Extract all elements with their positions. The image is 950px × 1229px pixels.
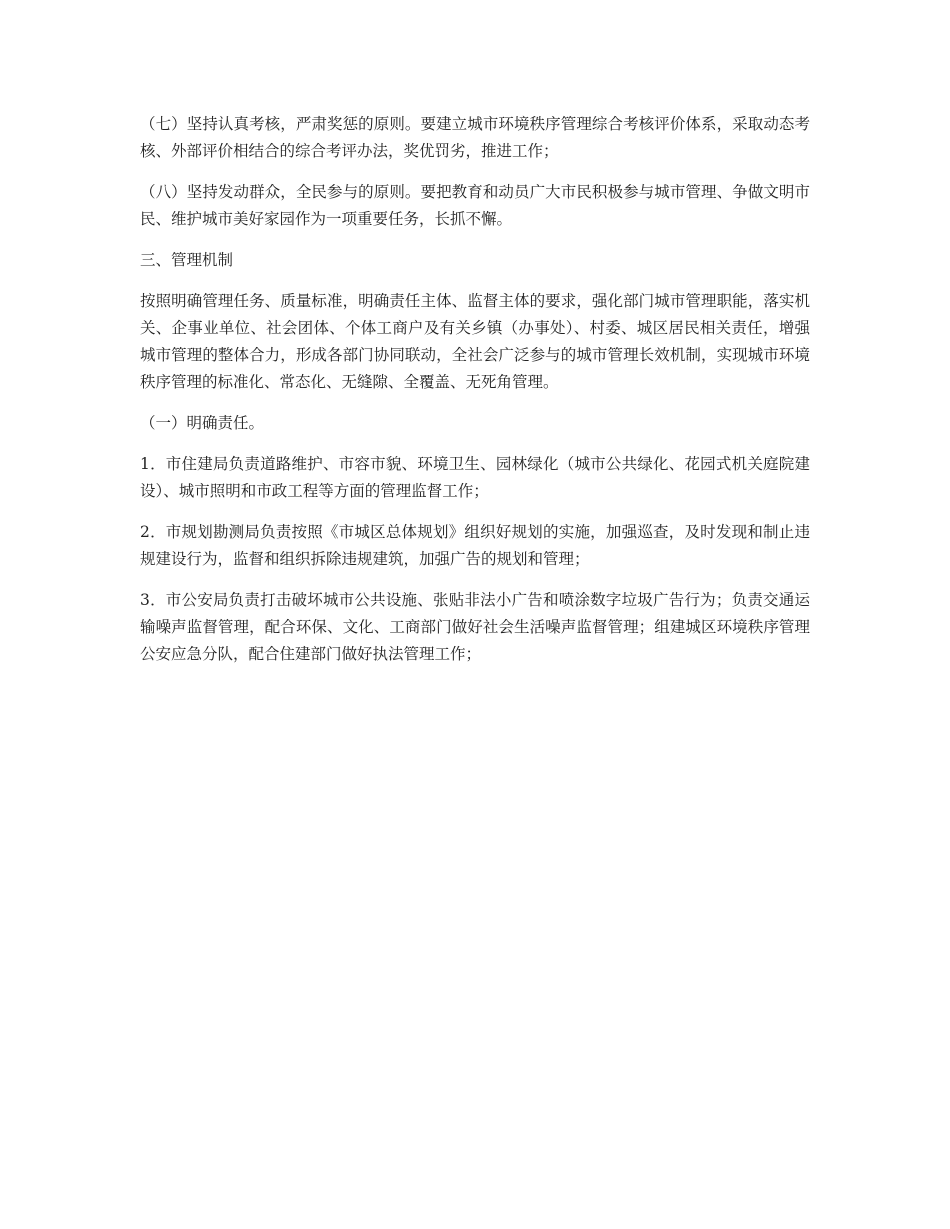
- list-item-planning-bureau: 2．市规划勘测局负责按照《市城区总体规划》组织好规划的实施，加强巡查，及时发现和制止违规建设行为，监督和组织拆除违规建筑，加强广告的规划和管理；: [140, 523, 810, 568]
- subsection-heading-clarify-responsibility: （一）明确责任。: [140, 414, 265, 432]
- paragraph-principle-7: （七）坚持认真考核，严肃奖惩的原则。要建立城市环境秩序管理综合考核评价体系，采取动态考核、外部评价相结合的综合考评办法，奖优罚劣，推进工作；: [140, 115, 810, 160]
- paragraph-mechanism-overview: 按照明确管理任务、质量标准，明确责任主体、监督主体的要求，强化部门城市管理职能，落实机关、企事业单位、社会团体、个体工商户及有关乡镇（办事处）、村委、城区居民相关责任，增强城市管理的整体合力，形成各部门协同联动，全社会广泛参与的城市管理长效机制，实现城市环境秩序管理的标准化、常态化、无缝隙、全覆盖、无死角管理。: [140, 292, 810, 391]
- document-body: [140, 111, 810, 682]
- section-heading-management-mechanism: 三、管理机制: [140, 251, 234, 269]
- list-item-public-security-bureau: 3．市公安局负责打击破坏城市公共设施、张贴非法小广告和喷涂数字垃圾广告行为；负责交通运输噪声监督管理，配合环保、文化、工商部门做好社会生活噪声监督管理；组建城区环境秩序管理公安应急分队，配合住建部门做好执法管理工作；: [140, 591, 810, 663]
- list-item-housing-bureau: 1．市住建局负责道路维护、市容市貌、环境卫生、园林绿化（城市公共绿化、花园式机关庭院建设）、城市照明和市政工程等方面的管理监督工作；: [140, 455, 810, 500]
- paragraph-principle-8: （八）坚持发动群众，全民参与的原则。要把教育和动员广大市民积极参与城市管理、争做文明市民、维护城市美好家园作为一项重要任务，长抓不懈。: [140, 183, 810, 228]
